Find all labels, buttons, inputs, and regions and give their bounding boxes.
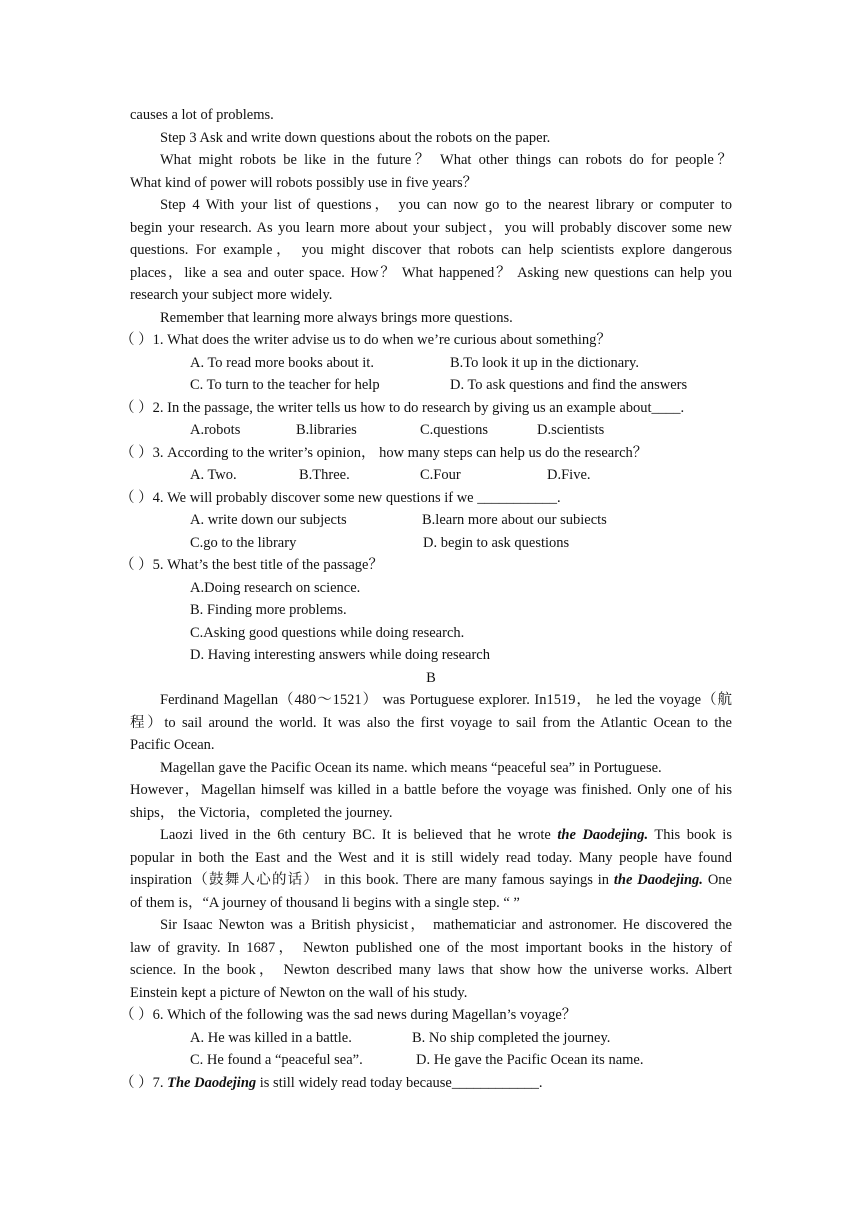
option-d: D. He gave the Pacific Ocean its name. (416, 1052, 644, 1068)
option-a: A. write down our subjects (190, 512, 347, 528)
option-c: C.go to the library (190, 534, 297, 551)
option-d: D. To ask questions and find the answers (450, 377, 688, 393)
option-c: C.Asking good questions while doing research. (190, 624, 465, 641)
question-3-stem: （ ）3. According to the writer’s opinion， how many steps can help us do the research？ (120, 444, 648, 461)
document-page (120, 104, 732, 1094)
option-a: A. He was killed in a battle. (190, 1029, 352, 1046)
book-title: the Daodejing. (557, 827, 649, 843)
newton-paragraph-line: law of gravity. In 1687， Newton published one of the most important books in the history of (130, 939, 732, 956)
text-run: is still widely read today because____________. (256, 1074, 543, 1091)
option-d: D.scientists (537, 422, 605, 438)
text-line: causes a lot of problems. (130, 107, 274, 123)
pacific-paragraph-line: However，Magellan himself was killed in a battle before the voyage was finished. Only one of his (130, 782, 732, 798)
option-b: B. No ship completed the journey. (412, 1029, 611, 1046)
question-4-options-row-2 (130, 532, 732, 555)
option-b: B.learn more about our subiects (422, 512, 607, 528)
magellan-paragraph-line: Ferdinand Magellan（480～1521） was Portuguese explorer. In1519， he led the voyage（航 (160, 692, 732, 708)
option-a: A.robots (190, 422, 241, 438)
text-run: This book is (648, 827, 732, 843)
option-d: D. begin to ask questions (423, 534, 570, 551)
text-line: places，like a sea and outer space. How？ What happened？ Asking new questions can help you (130, 264, 732, 281)
question-1-stem: （ ）1. What does the writer advise us to do when we’re curious about something？ (120, 332, 611, 348)
laozi-paragraph-line (130, 869, 732, 892)
text-run: （ ）7. (120, 1074, 168, 1091)
option-b: B.libraries (296, 422, 357, 438)
pacific-paragraph-line: Magellan gave the Pacific Ocean its name. which means “peaceful sea” in Portuguese. (160, 759, 662, 776)
laozi-paragraph-line (130, 824, 732, 847)
option-d: D. Having interesting answers while doing research (190, 647, 490, 663)
laozi-paragraph-line: of them is，“A journey of thousand li begins with a single step. “ ” (130, 894, 520, 911)
question-7-stem (120, 1072, 732, 1095)
newton-paragraph-line: science. In the book， Newton described many laws that show how the universe works. Albert (130, 962, 732, 978)
option-c: C. To turn to the teacher for help (190, 377, 380, 393)
option-c: C.Four (420, 467, 461, 483)
section-b-heading: B (426, 669, 436, 686)
question-3-options (130, 464, 732, 487)
text-line: research your subject more widely. (130, 287, 333, 303)
option-c: C.questions (420, 422, 489, 438)
newton-paragraph-line: Einstein kept a picture of Newton on the wall of his study. (130, 984, 468, 1001)
question-5-stem: （ ）5. What’s the best title of the passage？ (120, 557, 383, 573)
text-line: What might robots be like in the future？ What other things can robots do for people？ (160, 152, 732, 168)
question-6-options-row-2 (130, 1049, 732, 1072)
text-line: begin your research. As you learn more about your subject，you will probably discover some new (130, 219, 732, 236)
question-6-stem: （ ）6. Which of the following was the sad news during Magellan’s voyage？ (120, 1007, 577, 1023)
question-4-options-row-1 (130, 509, 732, 532)
question-2-stem: （ ）2. In the passage, the writer tells us how to do research by giving us an example about____. (120, 399, 685, 416)
text-run: inspiration（鼓舞人心的话） in this book. There are many famous sayings in (130, 872, 614, 888)
book-title: the Daodejing. (613, 872, 703, 888)
option-c: C. He found a “peaceful sea”. (190, 1052, 363, 1068)
option-a: A. Two. (190, 467, 237, 483)
magellan-paragraph-line: Pacific Ocean. (130, 737, 215, 753)
text-line: Remember that learning more always brings more questions. (160, 309, 513, 326)
step-3-line: Step 3 Ask and write down questions about the robots on the paper. (160, 129, 551, 146)
option-b: B.Three. (299, 467, 350, 483)
question-1-options-row-2 (130, 374, 732, 397)
newton-paragraph-line: Sir Isaac Newton was a British physicist， mathematiciar and astronomer. He discovered the (160, 917, 732, 933)
step-4-line: Step 4 With your list of questions， you can now go to the nearest library or computer to (160, 197, 732, 213)
magellan-paragraph-line: 程）to sail around the world. It was also the first voyage to sail from the Atlantic Ocean to the (130, 714, 732, 731)
option-a: A. To read more books about it. (190, 354, 374, 371)
option-b: B. Finding more problems. (190, 602, 347, 618)
laozi-paragraph-line: popular in both the East and the West and it is still widely read today. Many people have found (130, 849, 732, 866)
option-a: A.Doing research on science. (190, 579, 361, 596)
question-4-stem: （ ）4. We will probably discover some new questions if we ___________. (120, 489, 561, 506)
question-2-options (130, 419, 732, 442)
text-line: questions. For example， you might discover that robots can help scientists explore dangerous (130, 242, 732, 258)
text-run: One (702, 872, 732, 888)
pacific-paragraph-line: ships， the Victoria，completed the journey. (130, 804, 393, 821)
option-d: D.Five. (547, 467, 591, 483)
text-line: What kind of power will robots possibly use in five years？ (130, 174, 478, 191)
question-1-options-row-1 (130, 352, 732, 375)
text-run: Laozi lived in the 6th century BC. It is believed that he wrote (160, 827, 558, 843)
option-b: B.To look it up in the dictionary. (450, 354, 639, 371)
question-6-options-row-1 (130, 1027, 732, 1050)
book-title: The Daodejing (167, 1074, 257, 1091)
